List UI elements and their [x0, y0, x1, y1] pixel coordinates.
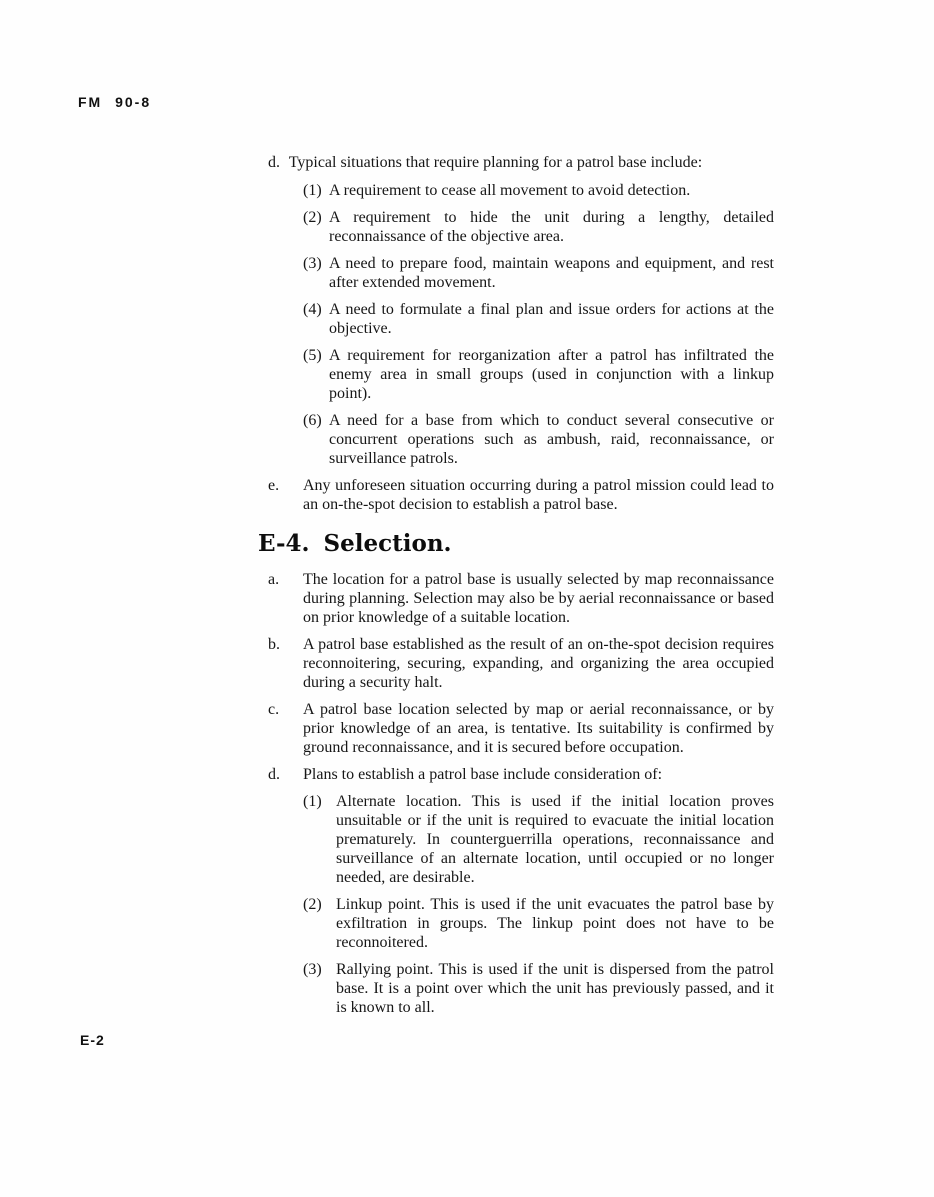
paragraph-text: A patrol base established as the result of an on-the-spot decision requires reconnoitering, securing, expanding, and organizing the area occupied during a security halt.	[303, 636, 774, 691]
paragraph-label: e.	[268, 477, 280, 494]
paragraph-text: Any unforeseen situation occurring during a patrol mission could lead to an on-the-spot decision to establish a patrol base.	[303, 477, 774, 513]
list-item-text: A requirement to hide the unit during a lengthy, detailed reconnaissance of the objective area.	[329, 209, 774, 245]
list-item	[268, 411, 774, 468]
paragraph-text: Plans to establish a patrol base include consideration of:	[303, 766, 663, 783]
page-body-text	[258, 153, 774, 1025]
paragraph-d-intro	[268, 153, 774, 172]
paragraph-b	[268, 635, 774, 692]
list-item	[268, 792, 774, 887]
document-id-header: FM 90-8	[78, 94, 152, 110]
page-number: E-2	[80, 1032, 105, 1048]
list-item-number: (6)	[303, 412, 322, 429]
list-item-number: (1)	[303, 793, 322, 810]
section-number: E-4.	[258, 530, 310, 557]
section-heading	[258, 531, 774, 557]
paragraph-c	[268, 700, 774, 757]
list-item-text: A need to formulate a final plan and issue orders for actions at the objective.	[329, 301, 774, 337]
list-item-number: (5)	[303, 347, 322, 364]
list-item	[268, 895, 774, 952]
section-title: Selection.	[323, 530, 452, 557]
paragraph-text: Typical situations that require planning for a patrol base include:	[288, 154, 703, 171]
paragraph-label: b.	[268, 636, 280, 653]
list-item	[268, 254, 774, 292]
list-item-text: A need to prepare food, maintain weapons and equipment, and rest after extended movement.	[329, 255, 774, 291]
list-item-text: Linkup point. This is used if the unit evacuates the patrol base by exfiltration in groups. The linkup point does not have to be reconnoitered.	[336, 896, 774, 951]
paragraph-label: c.	[268, 701, 280, 718]
list-item-text: A requirement for reorganization after a patrol has infiltrated the enemy area in small groups (used in conjunction with a linkup point).	[329, 347, 774, 402]
list-item-number: (2)	[303, 209, 322, 226]
list-item	[268, 300, 774, 338]
list-item	[268, 346, 774, 403]
paragraph-label: a.	[268, 571, 280, 588]
list-item-text: Rallying point. This is used if the unit is dispersed from the patrol base. It is a point over which the unit has previously passed, and it is known to all.	[336, 961, 774, 1016]
paragraph-text: The location for a patrol base is usually selected by map reconnaissance during planning. Selection may also be by aerial reconnaissance or based on prior knowledge of a suitable location.	[303, 571, 774, 626]
paragraph-label: d.	[268, 154, 280, 171]
list-item-number: (2)	[303, 896, 322, 913]
paragraph-text: A patrol base location selected by map or aerial reconnaissance, or by prior knowledge of an area, is tentative. Its suitability is confirmed by ground reconnaissance, and it is secured before occupation.	[303, 701, 774, 756]
list-item-text: A requirement to cease all movement to avoid detection.	[329, 182, 691, 199]
list-item-text: Alternate location. This is used if the initial location proves unsuitable or if the unit is required to evacuate the initial location prematurely. In counterguerrilla operations, reconnaissance and surveillance of an alternate location, until occupied or no longer needed, are desirable.	[336, 793, 774, 886]
list-item	[268, 208, 774, 246]
list-item-number: (3)	[303, 961, 322, 978]
list-item-text: A need for a base from which to conduct several consecutive or concurrent operations such as ambush, raid, reconnaissance, or surveillance patrols.	[329, 412, 774, 467]
list-item	[268, 960, 774, 1017]
list-item-number: (3)	[303, 255, 322, 272]
paragraph-a	[268, 570, 774, 627]
paragraph-label: d.	[268, 766, 280, 783]
paragraph-e	[268, 476, 774, 514]
list-item	[268, 181, 774, 200]
list-item-number: (1)	[303, 182, 322, 199]
list-item-number: (4)	[303, 301, 322, 318]
paragraph-d-plans	[268, 765, 774, 784]
